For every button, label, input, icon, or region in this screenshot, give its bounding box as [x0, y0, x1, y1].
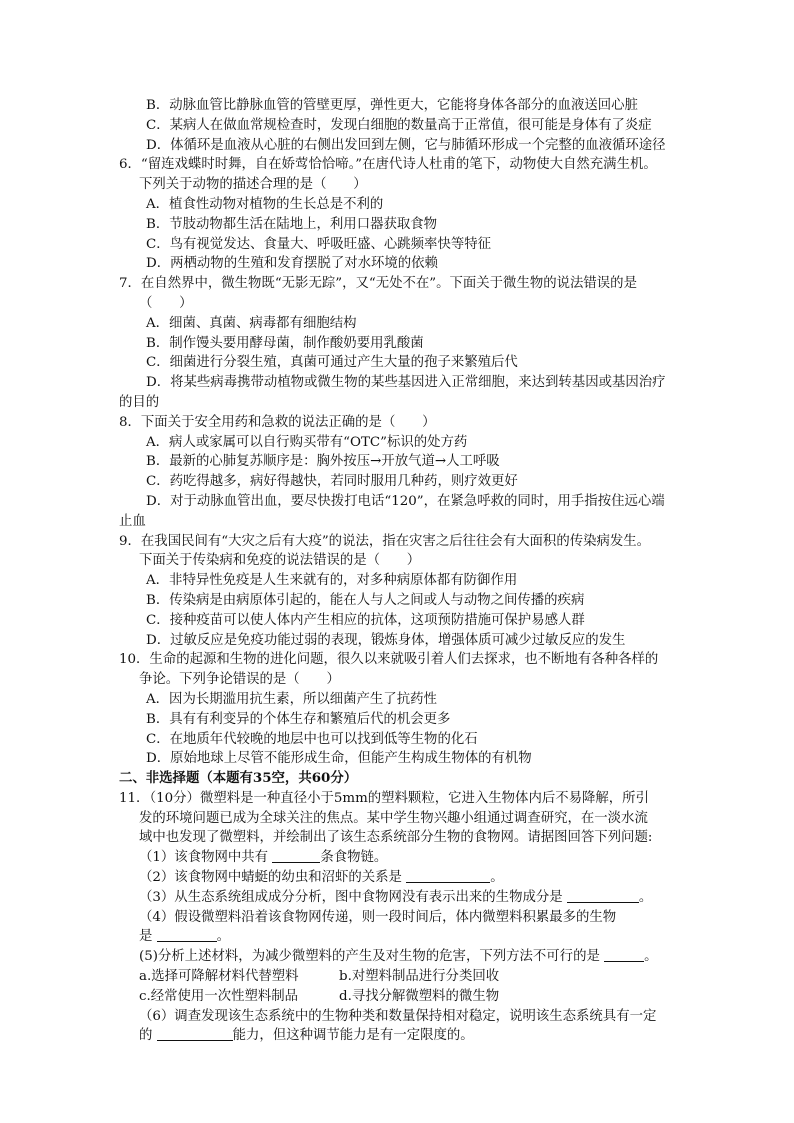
q6-stem-cont: 下列关于动物的描述合理的是（ ）: [139, 177, 367, 193]
q11-part-4-lead: 是: [139, 929, 153, 945]
q6-option-d: D．两栖动物的生殖和发育摆脱了对水环境的依赖: [146, 256, 438, 272]
q9-option-d: D．过敏反应是免疫功能过弱的表现，锻炼身体，增强体质可减少过敏反应的发生: [146, 632, 626, 648]
q11-part-6-cont: [119, 1026, 679, 1046]
answer-blank-6[interactable]: [157, 1027, 233, 1041]
q11-options-ab: [119, 967, 679, 987]
q11-part-6: （6）调查发现该生态系统中的生物种类和数量保持相对稳定，说明该生态系统具有一定: [139, 1008, 657, 1024]
q11-part-2: [119, 868, 679, 888]
q7-option-a: A．细菌、真菌、病毒都有细胞结构: [146, 315, 357, 331]
q7-option-d: D．将某些病毒携带动植物或微生物的某些基因进入正常细胞，来达到转基因或基因治疗: [146, 375, 666, 391]
q11-intro-2: 发的环境问题已成为全球关注的焦点。某中学生物兴趣小组通过调查研究，在一淡水流: [139, 810, 648, 826]
q6-option-b: B．节肢动物都生活在陆地上，利用口器获取食物: [146, 216, 438, 232]
q11-option-c: c.经常使用一次性塑料制品: [139, 988, 299, 1004]
q11-part-4-tail: 。: [216, 929, 231, 945]
q11-part-1: [119, 848, 679, 868]
q11-part-5-text: (5)分析上述材料，为减少微塑料的产生及对生物的危害，下列方法不可行的是: [139, 949, 600, 965]
q6-option-c: C．鸟有视觉发达、食量大、呼吸旺盛、心跳频率快等特征: [146, 236, 492, 252]
q11-part-4: （4）假设微塑料沿着该食物网传递，则一段时间后，体内微塑料积累最多的生物: [139, 909, 617, 925]
q11-part-6-lead: 的: [139, 1028, 153, 1044]
q5-option-c: C．某病人在做血常规检查时，发现白细胞的数量高于正常值，很可能是身体有了炎症: [146, 117, 652, 133]
q5-option-d: D．体循环是血液从心脏的右侧出发回到左侧，它与肺循环形成一个完整的血液循环途径: [146, 137, 666, 153]
q9-stem: 9．在我国民间有“大灾之后有大疫”的说法，指在灾害之后往往会有大面积的传染病发生。: [119, 533, 651, 549]
q11-part-3-tail: 。: [638, 889, 653, 905]
q9-option-b: B．传染病是由病原体引起的，能在人与人之间或人与动物之间传播的疾病: [146, 592, 585, 608]
q10-option-c: C．在地质年代较晚的地层中也可以找到低等生物的化石: [146, 731, 478, 747]
q8-option-b: B．最新的心肺复苏顺序是：胸外按压→开放气道→人工呼吸: [146, 454, 500, 470]
q6-stem: 6．“留连戏蝶时时舞，自在娇莺恰恰啼。”在唐代诗人杜甫的笔下，动物使大自然充满生机。: [119, 157, 657, 173]
q7-option-c: C．细菌进行分裂生殖，真菌可通过产生大量的孢子来繁殖后代: [146, 355, 518, 371]
q9-option-c: C．接种疫苗可以使人体内产生相应的抗体，这项预防措施可保护易感人群: [146, 612, 585, 628]
q8-option-a: A．病人或家属可以自行购买带有“OTC”标识的处方药: [146, 434, 468, 450]
answer-blank-3[interactable]: [567, 889, 639, 903]
answer-blank-5[interactable]: [604, 948, 644, 962]
q11-intro-3: 域中也发现了微塑料，并绘制出了该生态系统部分生物的食物网。请据图回答下列问题:: [139, 830, 653, 846]
q8-option-c: C．药吃得越多，病好得越快，若同时服用几种药，则疗效更好: [146, 474, 518, 490]
q6-option-a: A．植食性动物对植物的生长总是不利的: [146, 196, 384, 212]
q8-option-d: D．对于动脉血管出血，要尽快拨打电话“120”，在紧急呼救的同时，用手指按住远心端: [146, 493, 665, 509]
q11-intro-1: 11．（10分）微塑料是一种直径小于5mm的塑料颗粒，它进入生物体内后不易降解，所引: [119, 790, 649, 806]
q9-option-a: A．非特异性免疫是人生来就有的，对多种病原体都有防御作用: [146, 573, 518, 589]
q10-option-a: A．因为长期滥用抗生素，所以细菌产生了抗药性: [146, 691, 437, 707]
q11-part-6-tail: 能力，但这种调节能力是有一定限度的。: [232, 1028, 474, 1044]
answer-blank-2[interactable]: [406, 869, 490, 883]
q7-stem: 7．在自然界中，微生物既“无影无踪”，又“无处不在”。下面关于微生物的说法错误的是: [119, 276, 637, 292]
q11-part-3-text: （3）从生态系统组成成分分析，图中食物网没有表示出来的生物成分是: [139, 889, 563, 905]
question-page: [119, 96, 679, 1046]
section-heading: 二、非选择题（本题有35空，共60分）: [119, 770, 358, 787]
answer-blank-4[interactable]: [157, 928, 217, 942]
q8-option-d-cont: 止血: [119, 513, 146, 529]
q11-part-1-tail: 条食物链。: [320, 850, 388, 866]
q11-part-5-tail: 。: [644, 949, 658, 965]
q7-option-d-cont: 的目的: [119, 394, 160, 410]
q7-stem-cont: （ ）: [139, 295, 193, 311]
q10-stem-cont: 争论。下列争论错误的是（ ）: [139, 672, 340, 688]
q9-stem-cont: 下面关于传染病和免疫的说法错误的是（ ）: [139, 553, 421, 569]
q11-option-a: a.选择可降解材料代替塑料: [139, 969, 299, 985]
q11-option-b: b.对塑料制品进行分类回收: [339, 969, 500, 985]
q10-stem: 10．生命的起源和生物的进化问题，很久以来就吸引着人们去探求，也不断地有各种各样的: [119, 652, 659, 668]
q5-option-b: B．动脉血管比静脉血管的管壁更厚，弹性更大，它能将身体各部分的血液送回心脏: [146, 98, 638, 113]
q10-option-d: D．原始地球上尽管不能形成生命，但能产生构成生物体的有机物: [146, 751, 532, 767]
q11-part-5: [119, 947, 679, 967]
q11-part-1-text: （1）该食物网中共有: [139, 850, 269, 866]
q8-stem: 8．下面关于安全用药和急救的说法正确的是（ ）: [119, 414, 436, 430]
q11-part-4-cont: [119, 927, 679, 947]
answer-blank-1[interactable]: [272, 849, 320, 863]
q11-part-2-tail: 。: [490, 870, 504, 886]
q11-option-d: d.寻找分解微塑料的微生物: [339, 988, 500, 1004]
q11-options-cd: [119, 987, 679, 1007]
q11-part-2-text: （2）该食物网中蜻蜓的幼虫和沼虾的关系是: [139, 870, 402, 886]
q11-part-3: [119, 888, 679, 908]
q7-option-b: B．制作馒头要用酵母菌，制作酸奶要用乳酸菌: [146, 335, 424, 351]
q10-option-b: B．具有有利变异的个体生存和繁殖后代的机会更多: [146, 711, 451, 727]
